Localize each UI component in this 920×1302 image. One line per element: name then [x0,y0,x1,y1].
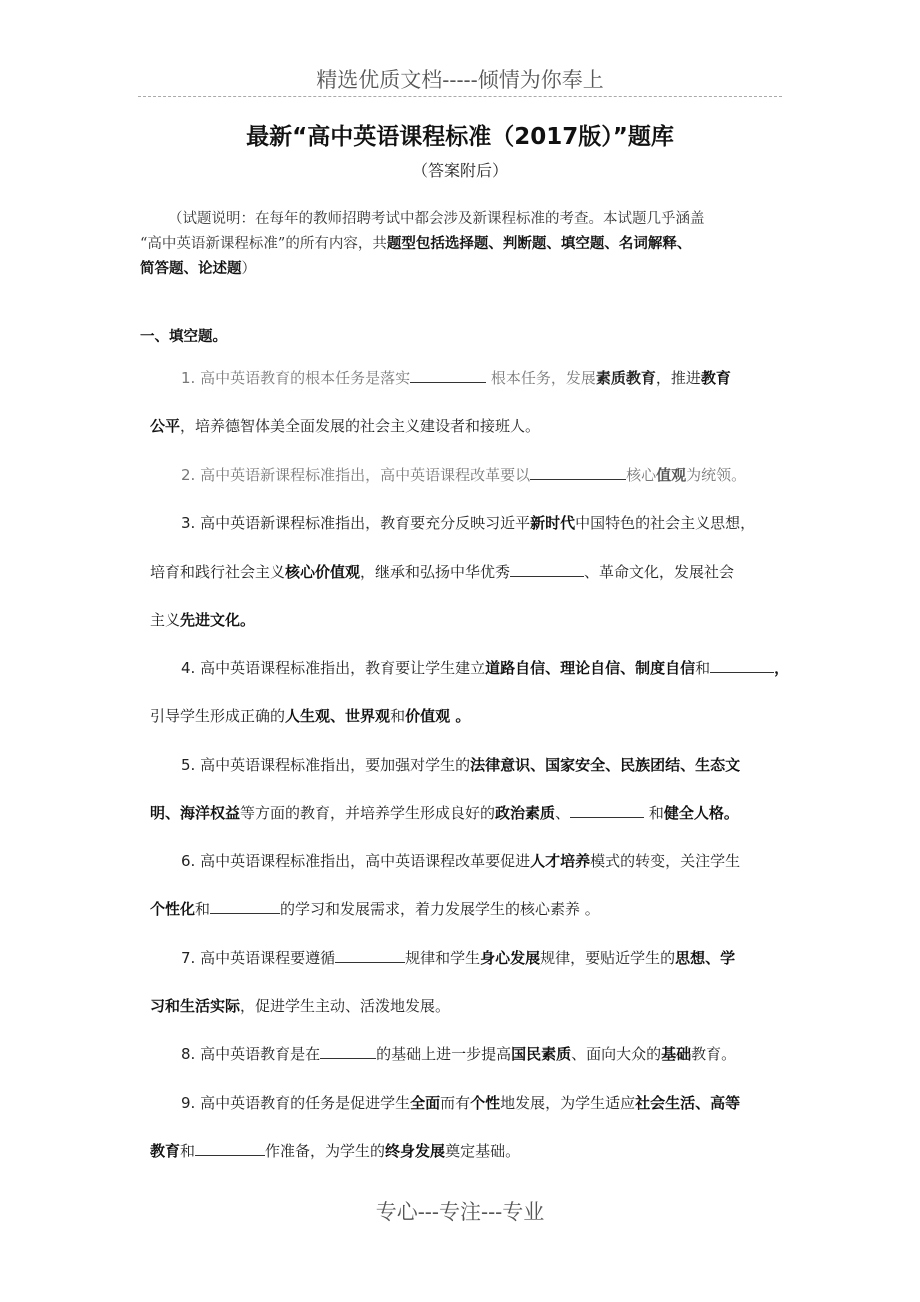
q4-bold: 、 [330,707,346,725]
q8-bold: 基础 [661,1045,692,1063]
q8-text: 8. 高中英语教育是在 [181,1045,321,1063]
q3-bold: 核心价值观 [285,563,361,581]
q4-text: 和 [390,707,406,725]
q3-text: 主义 [150,611,181,629]
question-9-line-2 [150,1140,520,1161]
intro-text: “高中英语新课程标准”的所有内容，共 [140,236,387,252]
q5-text: 5. 高中英语课程标准指出，要加强对学生的 [181,756,471,774]
q5-text: 等方面的教育，并培养学生形成良好的 [240,804,496,822]
q5-bold: 法律意识、国家安全、民族团结、生态文 [470,756,741,774]
section-title: 一、填空题。 [140,329,227,345]
q9-text: 作准备，为学生的 [265,1142,386,1160]
q7-bold: 身心发展 [480,949,541,967]
q6-text: 和 [195,900,211,918]
q9-text: 奠定基础。 [445,1142,521,1160]
question-1-line-1 [181,367,731,388]
q3-text: 培育和践行社会主义 [150,563,286,581]
question-5-line-2 [150,802,739,823]
question-5-line-1 [181,754,740,775]
q6-bold: 个性化 [150,900,196,918]
q4-text: 和 [695,659,711,677]
fill-blank[interactable] [510,562,584,577]
q4-text: 4. 高中英语课程标准指出，教育要让学生建立 [181,659,486,677]
q9-bold: 终身发展 [385,1142,446,1160]
question-9-line-1 [181,1092,740,1113]
question-6-line-2 [150,898,600,919]
q2-bold: 值观 [656,466,687,484]
q1-text: ，推进 [655,369,701,387]
question-2 [181,464,746,485]
intro-bold-text: 题型包括选择题、判断题、填空题、名词解释、 [386,236,692,252]
question-6-line-1 [181,850,740,871]
fill-blank[interactable] [210,899,280,914]
fill-blank[interactable] [710,658,774,673]
q2-text: 为统领。 [686,466,747,484]
q1-text: ，培养德智体美全面发展的社会主义建设者和接班人。 [180,417,541,435]
q3-bold: 新时代 [530,514,576,532]
question-3-line-2 [150,561,734,582]
q1-bold: 素质教育 [595,369,656,387]
fill-blank[interactable] [570,803,644,818]
header-divider [138,96,782,97]
q3-text: ，继承和弘扬中华优秀 [360,563,511,581]
intro-bold-text: 简答题、论述题 [140,261,242,277]
q7-text: ，促进学生主动、活泼地发展。 [240,997,451,1015]
intro-paragraph [140,207,782,282]
q4-bold: 人生观 [285,707,331,725]
document-subtitle: （答案附后） [411,161,508,180]
q4-bold: 道路自信、理论自信、制度自信 [485,659,696,677]
question-4-line-1 [181,657,789,678]
intro-line-3 [140,257,782,282]
q1-text: 根本任务，发展 [486,369,596,387]
q6-text: 模式的转变，关注学生 [590,852,741,870]
question-7-line-2 [150,995,450,1016]
q8-text: 、面向大众的 [571,1045,662,1063]
q7-text: 规律，要贴近学生的 [540,949,676,967]
q1-bold: 教育 [700,369,731,387]
q7-text: 7. 高中英语课程要遵循 [181,949,336,967]
q1-text: 1. 高中英语教育的根本任务是落实 [181,369,411,387]
q4-text: 引导学生形成正确的 [150,707,286,725]
q9-text: 而有 [440,1094,471,1112]
q4-bold: ， [774,659,790,677]
page-header: 精选优质文档-----倾情为你奉上 [316,68,604,92]
intro-text: ） [241,261,256,277]
q7-text: 规律和学生 [405,949,481,967]
q9-bold: 社会生活、高等 [635,1094,741,1112]
question-7-line-1 [181,947,735,968]
q4-bold: 价值观 [405,707,451,725]
q8-text: 的基础上进一步提高 [376,1045,512,1063]
q5-bold: 健全人格。 [663,804,739,822]
q4-bold: 世界观 [345,707,391,725]
fill-blank[interactable] [335,948,405,963]
question-1-line-2 [150,415,540,436]
q7-bold: 习和生活实际 [150,997,241,1015]
document-title: 最新“高中英语课程标准（2017版）”题库 [246,124,674,150]
page-footer: 专心---专注---专业 [375,1200,545,1224]
question-8 [181,1043,736,1064]
q3-bold: 先进文化。 [180,611,256,629]
q1-bold: 公平 [150,417,181,435]
q3-text: 、革命文化，发展社会 [584,563,735,581]
q3-text: 中国特色的社会主义思想， [575,514,756,532]
intro-line-2 [140,232,782,257]
q6-bold: 人才培养 [530,852,591,870]
q5-text: 和 [644,804,664,822]
fill-blank[interactable] [410,368,486,383]
intro-line-1: （试题说明：在每年的教师招聘考试中都会涉及新课程标准的考查。本试题几乎涵盖 [168,211,705,227]
q8-text: 教育。 [691,1045,737,1063]
q5-bold: 政治素质 [495,804,556,822]
question-3-line-1 [181,512,755,533]
q2-text: 核心 [626,466,657,484]
q9-bold: 全面 [410,1094,441,1112]
fill-blank[interactable] [530,465,626,480]
q9-bold: 教育 [150,1142,181,1160]
q9-text: 地发展，为学生适应 [500,1094,636,1112]
question-3-line-3 [150,609,255,630]
q5-bold: 明、海洋权益 [150,804,241,822]
q6-text: 6. 高中英语课程标准指出，高中英语课程改革要促进 [181,852,531,870]
q4-bold: 。 [450,707,471,725]
q9-text: 9. 高中英语教育的任务是促进学生 [181,1094,411,1112]
q5-text: 、 [555,804,571,822]
q9-text: 和 [180,1142,196,1160]
fill-blank[interactable] [320,1044,376,1059]
fill-blank[interactable] [195,1141,265,1156]
q6-text: 的学习和发展需求，着力发展学生的核心素养 。 [280,900,600,918]
q2-text: 2. 高中英语新课程标准指出，高中英语课程改革要以 [181,466,531,484]
q9-bold: 个性 [470,1094,501,1112]
q8-bold: 国民素质 [511,1045,572,1063]
q7-bold: 思想、学 [675,949,736,967]
question-4-line-2 [150,705,470,726]
q3-text: 3. 高中英语新课程标准指出，教育要充分反映习近平 [181,514,531,532]
